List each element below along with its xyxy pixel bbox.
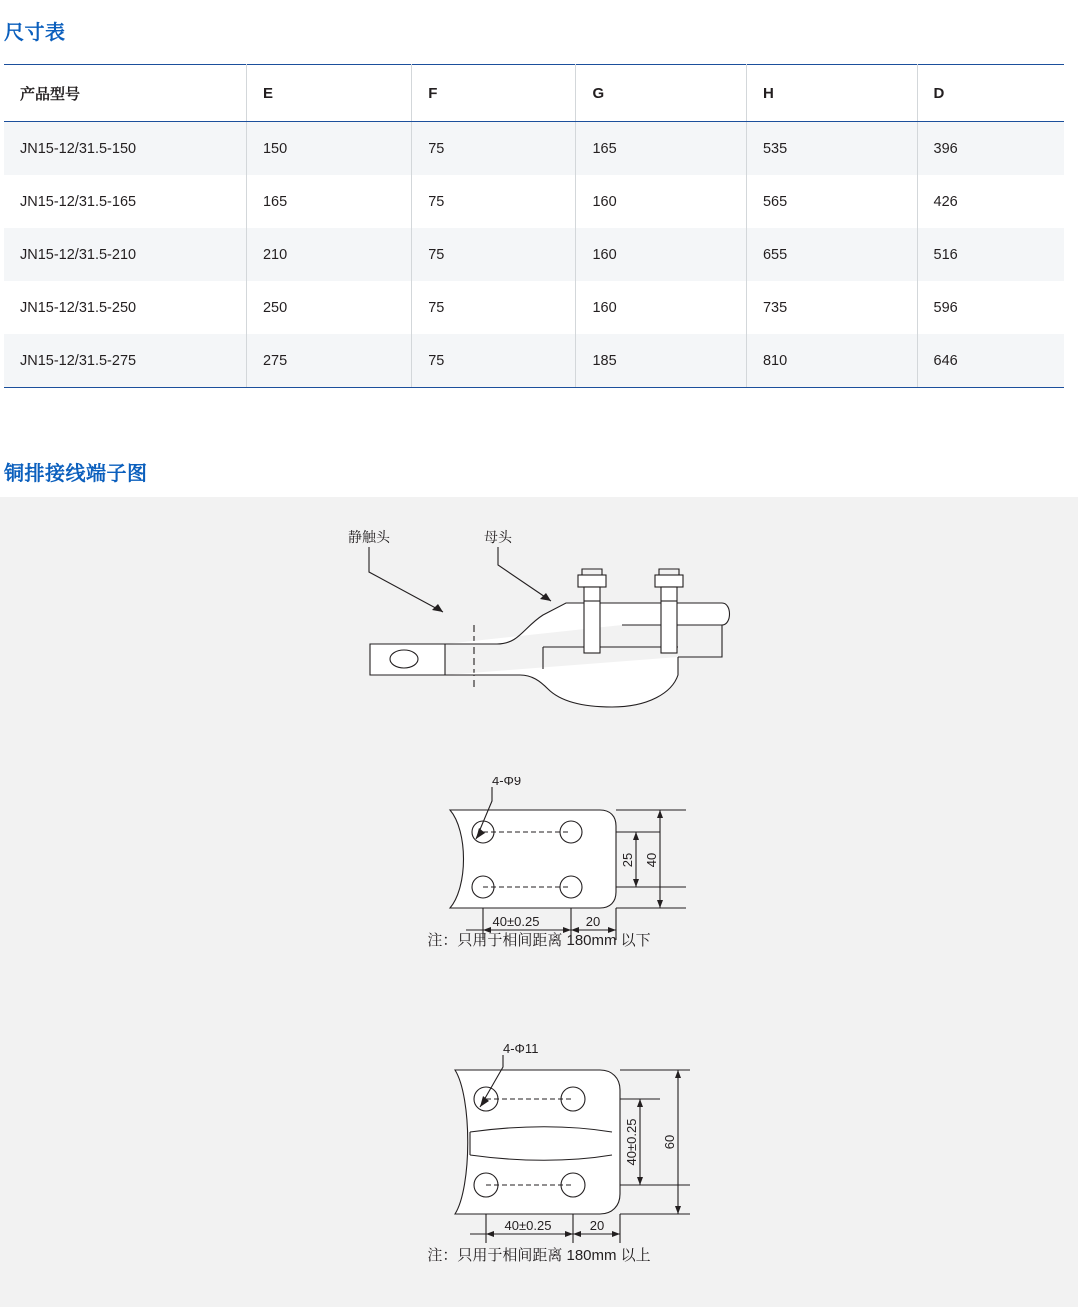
cell-g: 185 <box>576 334 747 388</box>
column-header-f: F <box>412 65 576 122</box>
table-row <box>4 281 1064 334</box>
cell-h: 535 <box>746 122 917 176</box>
cell-d: 396 <box>917 122 1064 176</box>
bottom-terminal-figure <box>0 1037 1078 1257</box>
label-hole-spec-bottom: 4-Φ11 <box>503 1041 539 1056</box>
table-row <box>4 228 1064 281</box>
dim-40-tolerance-vertical: 40±0.25 <box>624 1118 639 1166</box>
top-terminal-figure <box>0 497 1078 727</box>
table-header <box>4 65 1064 122</box>
label-static-contact: 静触头 <box>348 529 390 545</box>
dim-40: 40 <box>644 852 659 868</box>
label-female-head: 母头 <box>484 529 512 545</box>
cell-model: JN15-12/31.5-165 <box>4 175 246 228</box>
column-header-d: D <box>917 65 1064 122</box>
cell-d: 426 <box>917 175 1064 228</box>
cell-h: 565 <box>746 175 917 228</box>
cell-f: 75 <box>412 122 576 176</box>
table-header-row <box>4 65 1064 122</box>
note-bottom-figure: 注：只用于相间距离 180mm 以上 <box>427 1247 651 1264</box>
cell-f: 75 <box>412 334 576 388</box>
page-title-dimension-table: 尺寸表 <box>4 22 66 44</box>
dim-40-tolerance: 40±0.25 <box>492 914 540 929</box>
cell-e: 210 <box>246 228 411 281</box>
column-header-model: 产品型号 <box>4 65 246 122</box>
cell-d: 646 <box>917 334 1064 388</box>
cell-e: 275 <box>246 334 411 388</box>
dimension-table <box>4 64 1064 388</box>
cell-e: 165 <box>246 175 411 228</box>
cell-f: 75 <box>412 228 576 281</box>
dim-40-tolerance-bottom: 40±0.25 <box>504 1218 552 1233</box>
cell-g: 165 <box>576 122 747 176</box>
cell-model: JN15-12/31.5-275 <box>4 334 246 388</box>
terminal-figure-panel <box>0 497 1078 1307</box>
column-header-g: G <box>576 65 747 122</box>
cell-d: 596 <box>917 281 1064 334</box>
note-middle-figure: 注：只用于相间距离 180mm 以下 <box>427 932 651 949</box>
cell-model: JN15-12/31.5-210 <box>4 228 246 281</box>
cell-h: 810 <box>746 334 917 388</box>
cell-model: JN15-12/31.5-150 <box>4 122 246 176</box>
table-body <box>4 122 1064 388</box>
label-hole-spec-middle: 4-Φ9 <box>492 777 522 788</box>
cell-model: JN15-12/31.5-250 <box>4 281 246 334</box>
dim-20: 20 <box>585 914 601 929</box>
cell-d: 516 <box>917 228 1064 281</box>
page-title-terminal-diagram: 铜排接线端子图 <box>4 463 148 485</box>
cell-e: 150 <box>246 122 411 176</box>
dim-25: 25 <box>620 852 635 868</box>
column-header-e: E <box>246 65 411 122</box>
cell-e: 250 <box>246 281 411 334</box>
dim-60: 60 <box>662 1134 677 1150</box>
cell-g: 160 <box>576 175 747 228</box>
dim-20-bottom: 20 <box>589 1218 605 1233</box>
column-header-h: H <box>746 65 917 122</box>
table-row <box>4 334 1064 388</box>
cell-g: 160 <box>576 228 747 281</box>
cell-f: 75 <box>412 175 576 228</box>
cell-f: 75 <box>412 281 576 334</box>
table-row <box>4 122 1064 176</box>
table-row <box>4 175 1064 228</box>
cell-h: 655 <box>746 228 917 281</box>
cell-h: 735 <box>746 281 917 334</box>
cell-g: 160 <box>576 281 747 334</box>
